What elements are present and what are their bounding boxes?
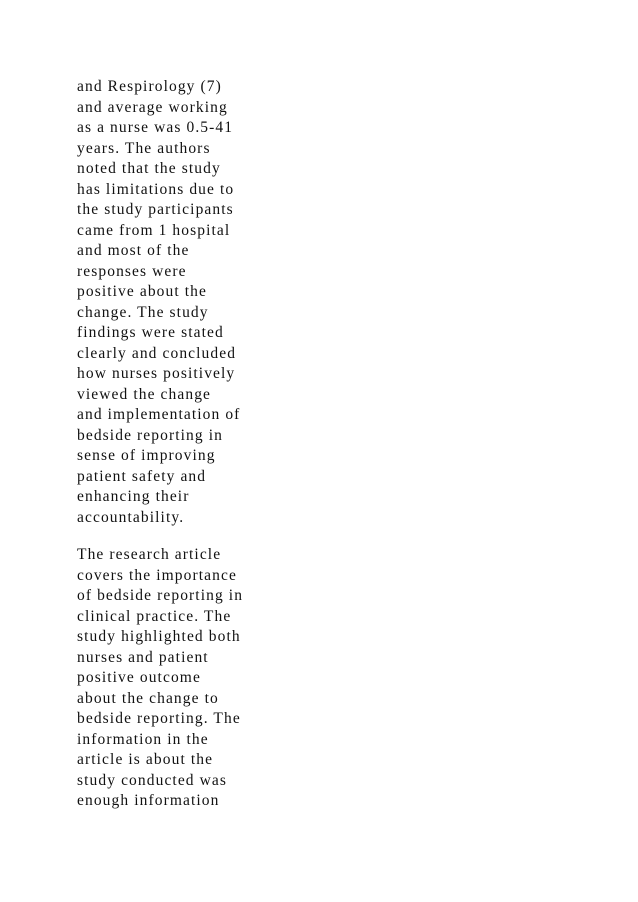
text-line: enhancing their xyxy=(77,488,190,505)
text-line: clearly and concluded xyxy=(77,344,237,362)
text-line: and Respirology (7) xyxy=(77,78,222,95)
text-line: positive about the xyxy=(77,283,208,300)
text-line: and average working xyxy=(77,98,228,116)
text-line: findings were stated xyxy=(77,324,224,341)
text-line: of bedside reporting in xyxy=(77,587,244,604)
text-line: has limitations due to xyxy=(77,180,235,198)
text-line: enough information xyxy=(77,792,220,809)
text-line: about the change to xyxy=(77,689,219,707)
text-line: noted that the study xyxy=(77,160,221,177)
text-line: accountability. xyxy=(77,508,185,526)
text-line: covers the importance xyxy=(77,566,237,584)
text-line: as a nurse was 0.5-41 xyxy=(77,119,234,136)
text-line: The research article xyxy=(77,546,222,563)
text-line: sense of improving xyxy=(77,447,216,464)
text-line: change. The study xyxy=(77,303,209,321)
paragraph-article-summary xyxy=(77,545,243,812)
text-line: article is about the xyxy=(77,751,214,768)
text-line: positive outcome xyxy=(77,669,201,686)
text-line: bedside reporting in xyxy=(77,426,223,444)
text-line: nurses and patient xyxy=(77,648,209,666)
text-line: viewed the change xyxy=(77,385,212,403)
text-line: study highlighted both xyxy=(77,628,241,645)
text-line: responses were xyxy=(77,262,187,280)
text-line: and implementation of xyxy=(77,406,241,423)
text-line: information in the xyxy=(77,730,209,748)
text-line: and most of the xyxy=(77,242,190,259)
text-line: the study participants xyxy=(77,201,234,218)
text-line: study conducted was xyxy=(77,771,228,789)
text-line: bedside reporting. The xyxy=(77,710,241,727)
text-line: clinical practice. The xyxy=(77,607,232,625)
paragraph-study-limitations xyxy=(77,77,240,528)
text-line: patient safety and xyxy=(77,467,207,485)
text-line: how nurses positively xyxy=(77,365,236,382)
text-line: came from 1 hospital xyxy=(77,221,231,239)
text-line: years. The authors xyxy=(77,139,211,157)
